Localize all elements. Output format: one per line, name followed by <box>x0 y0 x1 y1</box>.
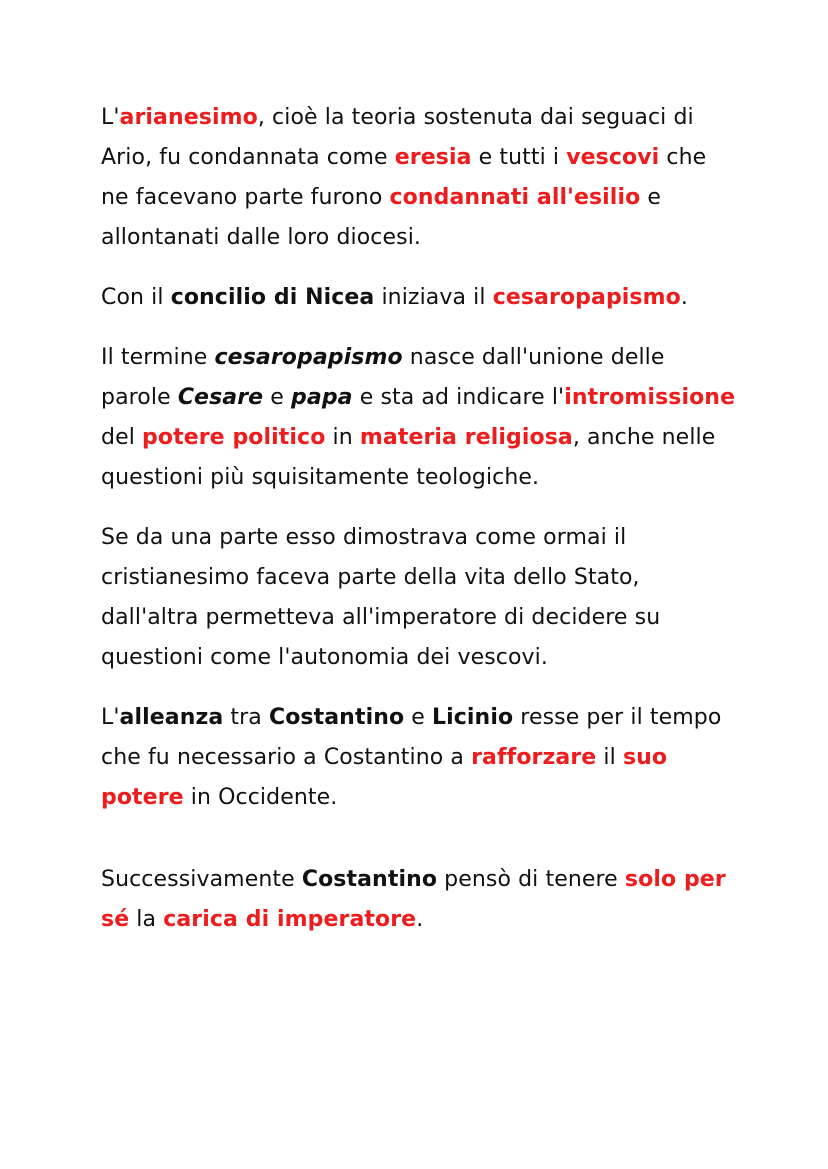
text-line <box>101 178 741 218</box>
text-run: iniziava il <box>374 285 493 310</box>
text-line <box>101 558 741 598</box>
bold-term: Costantino <box>301 867 438 892</box>
paragraph <box>101 98 741 258</box>
highlighted-term: condannati all'esilio <box>389 185 641 210</box>
text-line <box>101 778 741 818</box>
text-line <box>101 458 741 498</box>
text-run: la <box>129 907 164 932</box>
text-line <box>101 860 741 900</box>
text-run: pensò di tenere <box>437 867 625 892</box>
text-run: che <box>659 145 707 170</box>
paragraph <box>101 278 741 318</box>
text-run: tra <box>223 705 269 730</box>
bold-term: Licinio <box>432 705 514 730</box>
text-line <box>101 698 741 738</box>
bold-term: concilio di Nicea <box>170 285 375 310</box>
highlighted-term: materia religiosa <box>359 425 573 450</box>
text-run: Ario, fu condannata come <box>101 145 395 170</box>
text-run: e tutti i <box>471 145 567 170</box>
bold-term: papa <box>291 385 353 410</box>
text-run: allontanati dalle loro diocesi. <box>101 225 421 250</box>
bold-term: Cesare <box>177 385 264 410</box>
highlighted-term: sé <box>101 907 130 932</box>
bold-term: Costantino <box>268 705 405 730</box>
text-run: ne facevano parte furono <box>101 185 390 210</box>
text-run: cristianesimo faceva parte della vita dello Stato, <box>101 565 640 590</box>
text-line <box>101 278 741 318</box>
text-line <box>101 218 741 258</box>
text-run: questioni come l'autonomia dei vescovi. <box>101 645 548 670</box>
text-line <box>101 900 741 940</box>
highlighted-term: vescovi <box>566 145 660 170</box>
text-run: Successivamente <box>101 867 302 892</box>
paragraph <box>101 518 741 678</box>
paragraph <box>101 860 741 940</box>
highlighted-term: intromissione <box>564 385 736 410</box>
text-run: il <box>596 745 623 770</box>
bold-term: cesaropapismo <box>214 345 403 370</box>
text-run: . <box>680 285 688 310</box>
text-run: resse per il tempo <box>513 705 722 730</box>
highlighted-term: potere <box>101 785 184 810</box>
highlighted-term: arianesimo <box>119 105 258 130</box>
text-run: nasce dall'unione delle <box>402 345 665 370</box>
highlighted-term: suo <box>622 745 668 770</box>
text-line <box>101 738 741 778</box>
text-run: parole <box>101 385 178 410</box>
text-run: in <box>325 425 360 450</box>
text-line <box>101 638 741 678</box>
bold-term: alleanza <box>119 705 224 730</box>
text-line <box>101 138 741 178</box>
text-line <box>101 378 741 418</box>
text-run: e <box>640 185 662 210</box>
text-run: Se da una parte esso dimostrava come ormai il <box>101 525 627 550</box>
text-run: questioni più squisitamente teologiche. <box>101 465 540 490</box>
highlighted-term: carica di imperatore <box>163 907 417 932</box>
text-run: del <box>101 425 143 450</box>
text-run: in Occidente. <box>183 785 338 810</box>
text-run: L' <box>101 105 120 130</box>
highlighted-term: solo per <box>624 867 726 892</box>
text-run: Con il <box>101 285 171 310</box>
text-run: e <box>404 705 433 730</box>
paragraph <box>101 698 741 818</box>
text-line <box>101 418 741 458</box>
document-body <box>101 98 741 960</box>
text-run: L' <box>101 705 120 730</box>
text-run: . <box>416 907 424 932</box>
text-line <box>101 338 741 378</box>
text-run: e <box>263 385 292 410</box>
highlighted-term: rafforzare <box>471 745 597 770</box>
text-line <box>101 98 741 138</box>
highlighted-term: eresia <box>394 145 472 170</box>
highlighted-term: cesaropapismo <box>492 285 681 310</box>
text-run: dall'altra permetteva all'imperatore di decidere su <box>101 605 661 630</box>
text-run: , cioè la teoria sostenuta dai seguaci di <box>257 105 694 130</box>
paragraph <box>101 338 741 498</box>
text-run: Il termine <box>101 345 215 370</box>
highlighted-term: potere politico <box>142 425 326 450</box>
text-line <box>101 598 741 638</box>
text-line <box>101 518 741 558</box>
text-run: e sta ad indicare l' <box>352 385 565 410</box>
text-run: che fu necessario a Costantino a <box>101 745 472 770</box>
text-run: , anche nelle <box>572 425 716 450</box>
